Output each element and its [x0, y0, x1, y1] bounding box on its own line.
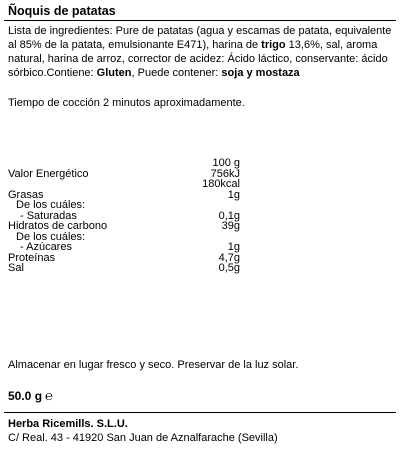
- nutrient-label: De los cuáles:: [16, 199, 86, 211]
- product-title: Ñoquis de patatas: [8, 4, 116, 18]
- nutrient-label: Proteínas: [8, 251, 56, 264]
- nutrient-label: Sal: [8, 262, 24, 274]
- nutrition-row: [4, 179, 396, 190]
- nutrition-row: [4, 263, 396, 274]
- storage-instructions: Almacenar en lugar fresco y seco. Preservar de la luz solar.: [8, 359, 299, 371]
- nutrient-value: 0,1g: [218, 209, 240, 222]
- nutrient-value: 180kcal: [202, 178, 240, 190]
- nutrient-label: De los cuáles:: [16, 230, 86, 243]
- nutrition-row: [4, 221, 396, 232]
- ingredients-part-2: 13,6%, sal, aroma natural, harina de arroz, corrector de acidez: Ácido láctico, conservante: ácido sórbico.Contiene:: [8, 39, 388, 79]
- nutrient-value: 1g: [227, 188, 240, 201]
- nutrition-table: [4, 158, 396, 274]
- company-name: Herba Ricemills. S.L.U.: [8, 418, 128, 430]
- nutrient-value: 39g: [221, 220, 240, 232]
- nutrition-header-row: [4, 158, 396, 169]
- ingredients-part-3: , Puede contener:: [131, 67, 222, 79]
- allergen-gluten: Gluten: [96, 67, 132, 79]
- nutrient-value: 1g: [227, 241, 240, 253]
- net-weight: [8, 388, 53, 403]
- ingredients-text: [4, 21, 396, 80]
- label-page: [4, 0, 396, 450]
- cooking-time: Tiempo de cocción 2 minutos aproximadamente.: [8, 97, 245, 109]
- allergen-traces: soja y mostaza: [221, 67, 300, 79]
- nutrient-value: 4,7g: [218, 251, 240, 264]
- nutrition-row: [4, 200, 396, 211]
- nutrition-row: [4, 253, 396, 264]
- estimated-sign-icon: ℮: [45, 388, 53, 403]
- nutrient-label: Hidratos de carbono: [8, 220, 108, 232]
- nutrient-label: - Saturadas: [20, 209, 77, 222]
- company-address: C/ Real. 43 - 41920 San Juan de Aznalfarache (Sevilla): [8, 432, 278, 444]
- nutrient-value: 0,5g: [218, 262, 240, 274]
- nutrient-label: Grasas: [8, 188, 44, 201]
- nutrient-label: Valor Energético: [8, 167, 89, 180]
- nutrient-value: 756kJ: [210, 167, 240, 180]
- company-info: [8, 417, 278, 445]
- title-block: [4, 0, 396, 21]
- allergen-wheat: trigo: [261, 39, 286, 51]
- nutrition-per-label: 100 g: [212, 157, 240, 169]
- net-weight-value: 50.0 g: [8, 389, 43, 403]
- ingredients-part-1: Lista de ingredientes: Pure de patatas (agua y escamas de patata, equivalente al 85% de la patata, emulsionante E471), harina de: [8, 25, 392, 51]
- nutrition-row: [4, 242, 396, 253]
- nutrition-row: [4, 169, 396, 180]
- nutrient-label: - Azúcares: [20, 241, 72, 253]
